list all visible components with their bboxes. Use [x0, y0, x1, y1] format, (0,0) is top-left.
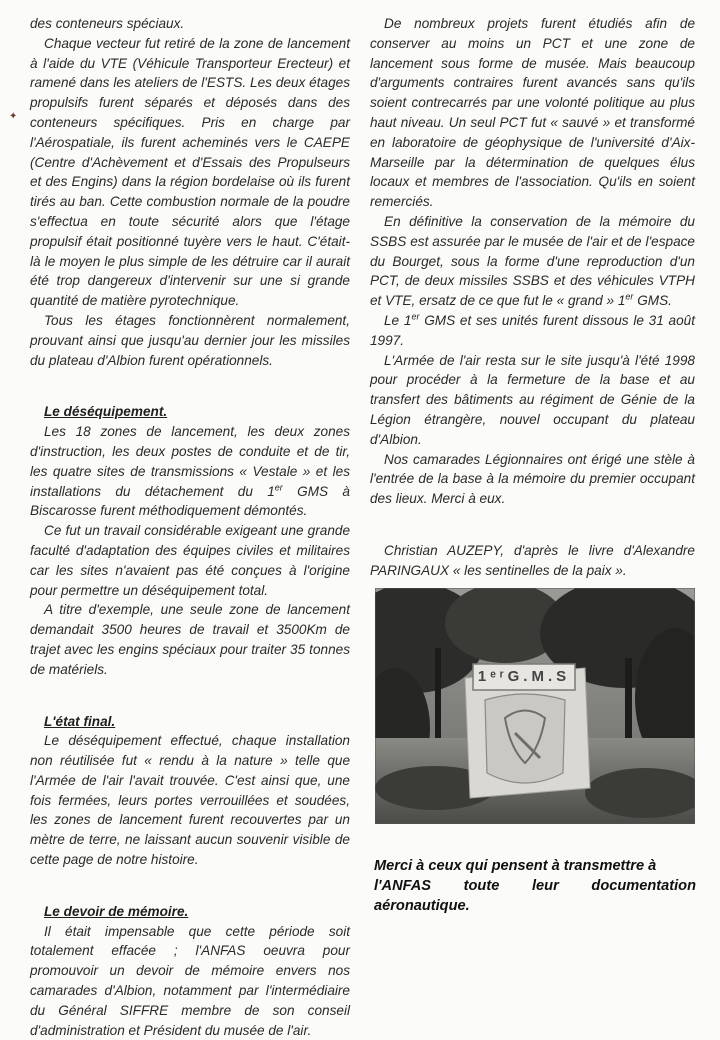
heading-etat-final: L'état final.	[44, 713, 116, 729]
paragraph-dissous: Le 1er GMS et ses unités furent dissous le 31 août 1997.	[370, 311, 695, 348]
heading-desequipement: Le déséquipement.	[44, 404, 168, 420]
paragraph-exemple: A titre d'exemple, une seule zone de lancement demandait 3500 heures de travail et 3500Km de trajet avec les engins spéciaux pour traiter 35 tonnes de matériels.	[30, 602, 350, 677]
stele-sign-text: 1ᵉʳG.M.S	[477, 668, 571, 685]
signature: Christian AUZEPY, d'après le livre d'Alexandre PARINGAUX « les sentinelles de la paix ».	[370, 542, 695, 578]
paragraph-etat: Le déséquipement effectué, chaque installation non réutilisée fut « rendu à la nature » telle que l'Armée de l'air l'avait trouvée. C'est ainsi que, une fois fermées, leurs portes verrouillées et soudées, les zones de lancement furent recouvertes par un mètre de terre, ne laissant aucun souvenir visible de cette page de notre histoire.	[30, 733, 350, 868]
paragraph-projets: De nombreux projets furent étudiés afin de conserver au moins un PCT et une zone de lancement sous forme de musée. Mais beaucoup d'arguments contraires furent avancés sans qu'ils soient contrecarrés par une volonté politique au plus haut niveau. Un seul PCT fut « sauvé » et transformé en laboratoire de géophysique de l'université d'Aix-Marseille par la détermination de quelques élus locaux et membres de l'association. Qu'ils en soient remerciés.	[370, 16, 695, 210]
paragraph-devoir: Il était impensable que cette période soit totalement effacée ; l'ANFAS oeuvra pour promouvoir un devoir de mémoire envers nos camarades d'Albion, notamment par l'intermédiaire du Général SIFFRE membre de son conseil d'administration et Président du musée de l'air.	[30, 923, 350, 1038]
closing-line-3: aéronautique.	[374, 898, 470, 914]
closing-line-2: l'ANFAS toute leur documentation	[374, 878, 696, 894]
paragraph-definitive: En définitive la conservation de la mémoire du SSBS est assurée par le musée de l'air et de l'espace du Bourget, sous la forme d'une reproduction d'un PCT, de deux missiles SSBS et des véhicules VTPH et VTE, ersatz de ce que fut le « grand » 1er GMS.	[370, 213, 695, 309]
right-column	[370, 14, 695, 581]
paragraph-zones: Les 18 zones de lancement, les deux zones d'instruction, les deux postes de conduite et de tir, les quatre sites de transmissions « Vestale » et les installations du détachement du 1er GMS à Biscarosse furent méthodiquement démontés.	[30, 424, 350, 519]
scan-speck: ✦	[9, 111, 18, 122]
paragraph-travail: Ce fut un travail considérable exigeant une grande faculté d'adaptation des équipes civiles et militaires car les sites n'avaient pas été conçues à l'origine pour permettre un déséquipement total.	[30, 523, 350, 598]
left-column	[30, 14, 350, 1040]
closing-line-1: Merci à ceux qui pensent à transmettre à	[374, 858, 657, 874]
paragraph-intro: des conteneurs spéciaux.	[30, 16, 185, 31]
paragraph-vte: Chaque vecteur fut retiré de la zone de lancement à l'aide du VTE (Véhicule Transporteur Erecteur) et ramené dans les ateliers de l'ESTS. Les deux étages propulsifs furent séparés et déposés dans des conteneurs spécifiques. Pris en charge par l'Aérospatiale, ils furent acheminés vers le CAEPE (Centre d'Achèvement et d'Essais des Propulseurs et des Engins) dans la région bordelaise où ils furent tirés au ban. Cette combustion normale de la poudre s'effectua en toute sécurité alors que l'étage propulsif était positionné tuyère vers le haut. C'était-là le moyen le plus simple de les détruire car il aurait été trop dangereux d'intervenir sur une si grande quantité de matière pyrotechnique.	[30, 35, 350, 309]
paragraph-armee: L'Armée de l'air resta sur le site jusqu'à l'été 1998 pour procéder à la fermeture de la base et au transfert des bâtiments au régiment de Génie de la Légion étrangère, nouvel occupant du plateau d'Albion.	[370, 352, 695, 447]
closing-message	[374, 856, 696, 916]
stele-photo	[375, 588, 695, 824]
heading-devoir-memoire: Le devoir de mémoire.	[44, 903, 189, 919]
paragraph-legionnaires: Nos camarades Légionnaires ont érigé une stèle à l'entrée de la base à la mémoire du premier occupant des lieux. Merci à eux.	[370, 451, 695, 507]
paragraph-etages: Tous les étages fonctionnèrent normalement, prouvant ainsi que jusqu'au dernier jour les missiles du plateau d'Albion furent opérationnels.	[30, 312, 350, 368]
